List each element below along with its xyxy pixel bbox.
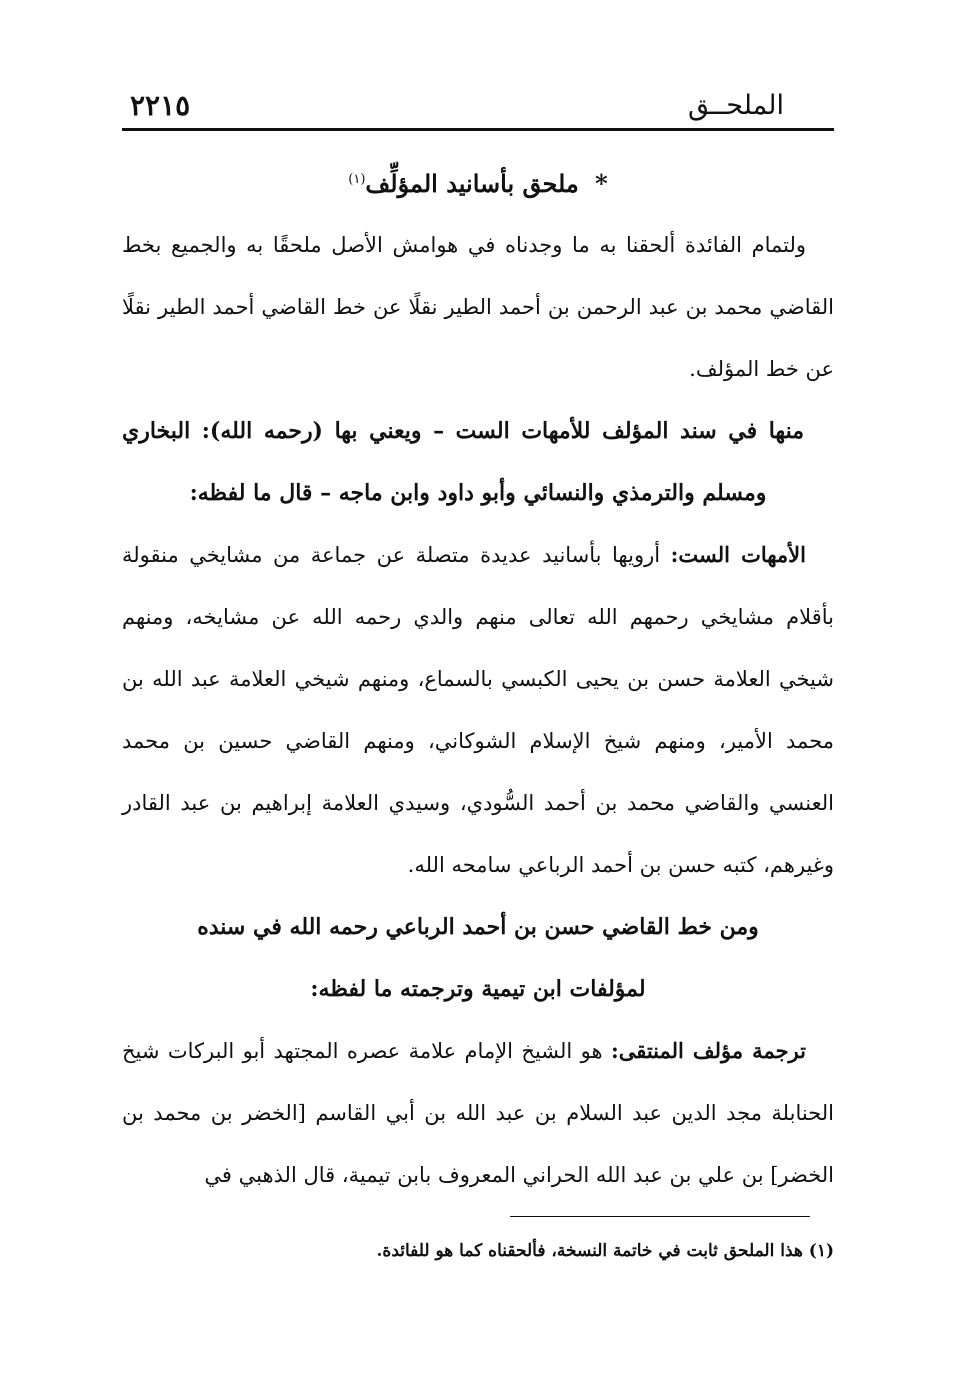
paragraph-text: أرويها بأسانيد عديدة متصلة عن جماعة من مشايخي منقولة بأقلام مشايخي رحمهم الله تعالى منهم والدي رحمه الله عن مشايخه، ومنهم شيخي العلامة حسن بن يحيى الكبسي بالسماع، ومنهم شيخي العلامة عبد الله بن محمد الأمير، ومنهم شيخ الإسلام الشوكاني، ومنهم القاضي حسين بن محمد العنسي والقاضي محمد بن أحمد السُّودي، وسيدي العلامة إبراهيم بن عبد القادر وغيرهم، كتبه حسن بن أحمد الرباعي سامحه الله. [122, 543, 834, 877]
section-title-text: ملحق بأسانيد المؤلِّف [365, 169, 579, 198]
running-header [122, 88, 834, 131]
paragraph-lead: الأمهات الست: [670, 542, 806, 567]
sub-heading-line-1: منها في سند المؤلف للأمهات الست – ويعني بها (رحمه الله): البخاري [122, 418, 804, 444]
page-number: ٢٢١٥ [130, 89, 191, 122]
star-marker: * [595, 169, 608, 198]
running-title: الملحــق [687, 90, 784, 121]
intro-paragraph: ولتمام الفائدة ألحقنا به ما وجدناه في هوامش الأصل ملحقًا به والجميع بخط القاضي محمد بن عبد الرحمن بن أحمد الطير نقلًا عن خط القاضي أحمد الطير نقلًا عن خط المؤلف. [122, 233, 834, 381]
sub-heading-line-4: لمؤلفات ابن تيمية وترجمته ما لفظه: [310, 976, 646, 1002]
section-title [122, 162, 834, 202]
footnote: (١) هذا الملحق ثابت في خاتمة النسخة، فألحقناه كما هو للفائدة. [376, 1241, 834, 1261]
mothers-paragraph [122, 524, 834, 896]
sub-heading-line-3: ومن خط القاضي حسن بن أحمد الرباعي رحمه الله في سنده [197, 914, 759, 940]
footnote-separator [510, 1216, 810, 1217]
paragraph-text: هو الشيخ الإمام علامة عصره المجتهد أبو البركات شيخ الحنابلة مجد الدين عبد السلام بن عبد الله بن أبي القاسم [الخضر بن محمد بن الخضر] بن علي بن عبد الله الحراني المعروف بابن تيمية، قال الذهبي في [122, 1039, 834, 1187]
paragraph-lead: ترجمة مؤلف المنتقى: [610, 1038, 806, 1063]
sub-heading-line-2: ومسلم والترمذي والنسائي وأبو داود وابن ماجه – قال ما لفظه: [189, 480, 767, 506]
page-body [122, 150, 834, 1206]
footnote-reference: (١) [348, 172, 366, 187]
biography-paragraph [122, 1020, 834, 1206]
